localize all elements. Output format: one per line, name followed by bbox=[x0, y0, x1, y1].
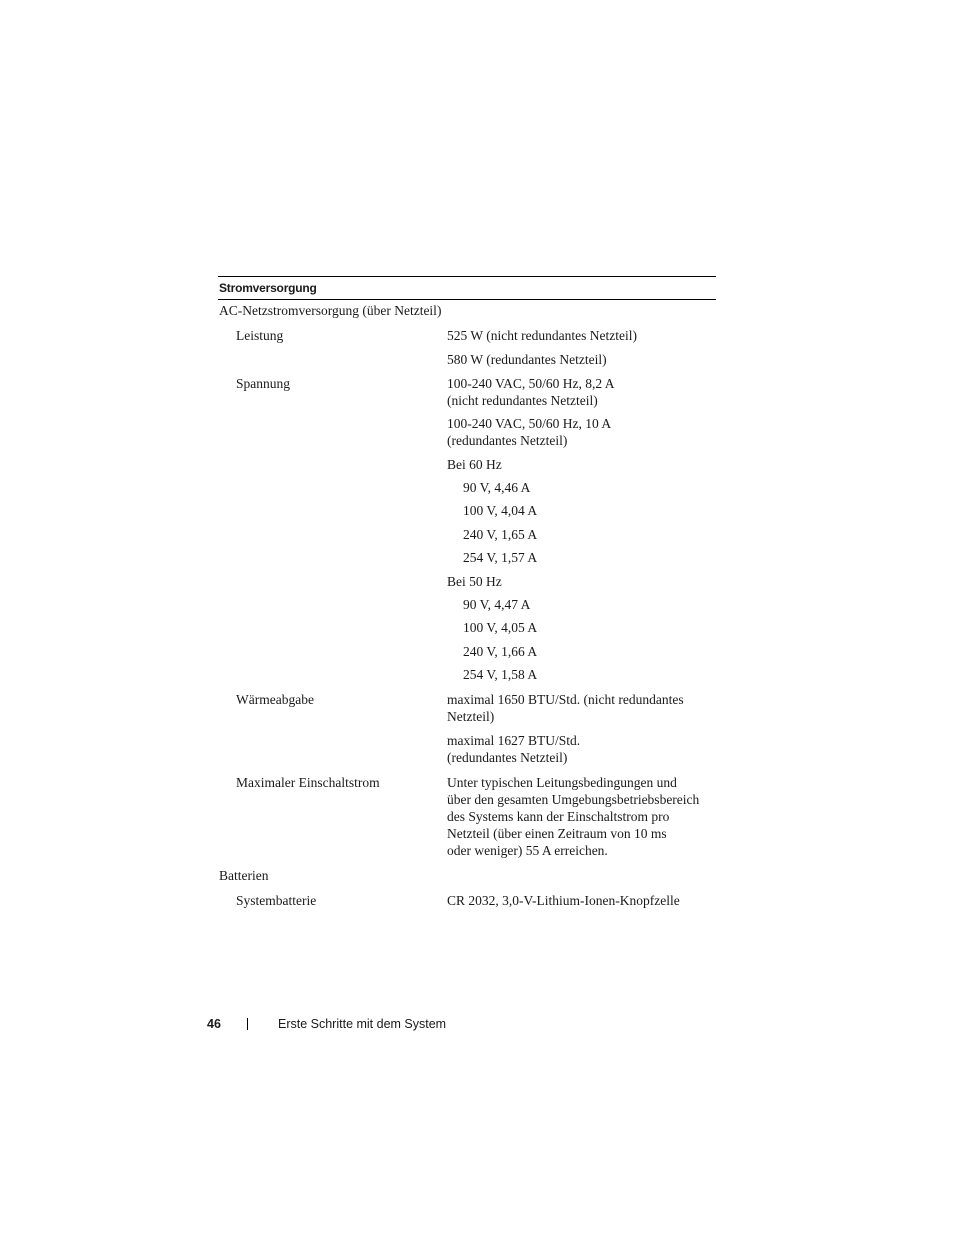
row-value: (nicht redundantes Netzteil) bbox=[447, 393, 598, 408]
row-value: 90 V, 4,47 A bbox=[463, 597, 531, 612]
row-value: 240 V, 1,66 A bbox=[463, 644, 538, 659]
page-number: 46 bbox=[207, 1017, 221, 1031]
row-einschaltstrom bbox=[218, 774, 716, 859]
footer-title: Erste Schritte mit dem System bbox=[278, 1017, 447, 1031]
row-label: Leistung bbox=[236, 328, 284, 343]
row-value: 100 V, 4,05 A bbox=[463, 620, 538, 635]
row-value: 240 V, 1,65 A bbox=[463, 527, 538, 542]
row-spannung bbox=[218, 375, 716, 683]
row-value: maximal 1650 BTU/Std. (nicht redundantes bbox=[447, 692, 684, 707]
row-value: 580 W (redundantes Netzteil) bbox=[447, 352, 607, 367]
section-title-batteries: Batterien bbox=[219, 868, 269, 883]
row-value: 90 V, 4,46 A bbox=[463, 480, 531, 495]
row-value: maximal 1627 BTU/Std. bbox=[447, 733, 581, 748]
spec-table bbox=[218, 276, 716, 909]
row-label: Wärmeabgabe bbox=[236, 692, 314, 707]
row-value: Netzteil) bbox=[447, 709, 495, 724]
row-value: über den gesamten Umgebungsbetriebsbereich bbox=[447, 792, 700, 807]
row-value: Netzteil (über einen Zeitraum von 10 ms bbox=[447, 826, 667, 841]
row-label: Spannung bbox=[236, 376, 290, 391]
row-value: Unter typischen Leitungsbedingungen und bbox=[447, 775, 677, 790]
footer-separator bbox=[247, 1018, 248, 1030]
row-leistung bbox=[218, 327, 716, 368]
row-value: 254 V, 1,58 A bbox=[463, 667, 538, 682]
table-header: Stromversorgung bbox=[218, 276, 716, 300]
row-waermeabgabe bbox=[218, 691, 716, 766]
row-value: des Systems kann der Einschaltstrom pro bbox=[447, 809, 670, 824]
row-label: Maximaler Einschaltstrom bbox=[236, 775, 380, 790]
row-value: CR 2032, 3,0-V-Lithium-Ionen-Knopfzelle bbox=[447, 893, 680, 908]
row-value: 525 W (nicht redundantes Netzteil) bbox=[447, 328, 637, 343]
row-value: 100-240 VAC, 50/60 Hz, 8,2 A bbox=[447, 376, 615, 391]
row-value: (redundantes Netzteil) bbox=[447, 433, 568, 448]
row-value: (redundantes Netzteil) bbox=[447, 750, 568, 765]
row-systembatterie bbox=[218, 892, 716, 909]
row-value: Bei 60 Hz bbox=[447, 457, 502, 472]
section-title-ac-power: AC-Netzstromversorgung (über Netzteil) bbox=[219, 303, 442, 318]
row-value: 254 V, 1,57 A bbox=[463, 550, 538, 565]
row-value: Bei 50 Hz bbox=[447, 574, 502, 589]
row-label: Systembatterie bbox=[236, 893, 317, 908]
row-value: 100-240 VAC, 50/60 Hz, 10 A bbox=[447, 416, 612, 431]
row-value: 100 V, 4,04 A bbox=[463, 503, 538, 518]
row-value: oder weniger) 55 A erreichen. bbox=[447, 843, 608, 858]
